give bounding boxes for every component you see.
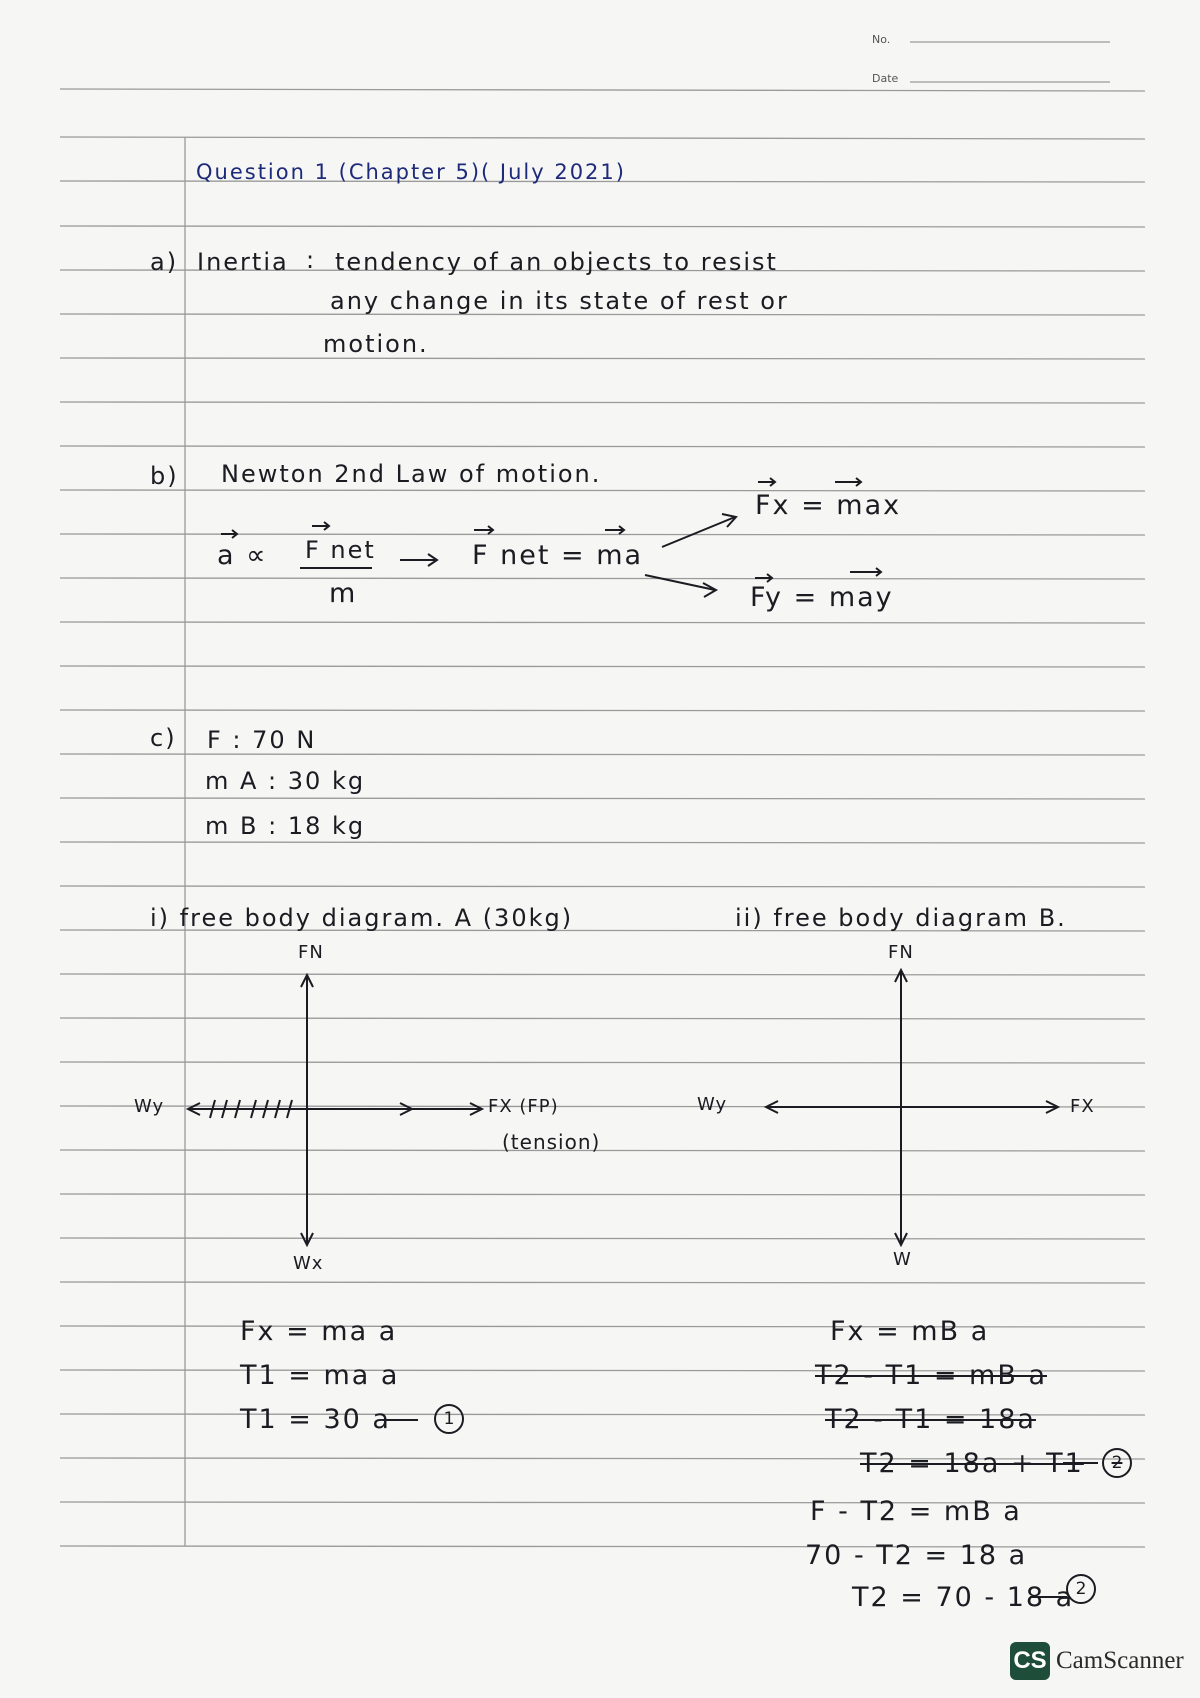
fbd-a-tension-note: (tension) — [502, 1130, 601, 1154]
eq-a-line3: T1 = 30 a — [240, 1404, 391, 1435]
date-label: Date — [872, 72, 899, 85]
fbd-a-normal-force: FN — [298, 942, 324, 963]
camscanner-watermark — [1010, 1642, 1184, 1680]
part-b-heading: Newton 2nd Law of motion. — [221, 460, 602, 488]
net-force-equation: F net = ma — [472, 540, 644, 571]
part-a-line2: any change in its state of rest or — [330, 287, 789, 315]
fbd-b-normal-force: FN — [888, 942, 914, 963]
fraction-numerator: F net — [305, 536, 376, 564]
fbd-b-applied-force: FX — [1070, 1096, 1095, 1117]
y-component-equation: Fy = may — [750, 582, 894, 613]
eq-b-struck2: T2 - T1 = 18a — [825, 1404, 1036, 1435]
x-component-equation: Fx = max — [755, 490, 902, 521]
eq-a-line1: Fx = ma a — [240, 1316, 398, 1347]
fraction-denominator: m — [329, 578, 358, 609]
part-a-line3: motion. — [323, 330, 429, 358]
part-c-label: c) — [150, 724, 177, 752]
number-label: No. — [872, 33, 891, 46]
eq-b-struck1: T2 - T1 = mB a — [815, 1360, 1047, 1391]
part-a-label: a) — [150, 248, 179, 276]
fbd-b-weight: W — [893, 1249, 912, 1270]
given-mass-a: m A : 30 kg — [205, 767, 366, 795]
fbd-b-caption: ii) free body diagram B. — [735, 904, 1067, 932]
eq-b-struck3: T2 = 18a + T1 — [860, 1448, 1084, 1479]
proportional-lhs: a ∝ — [217, 540, 268, 571]
eq-b-line1: Fx = mB a — [830, 1316, 990, 1347]
camscanner-logo: CS — [1010, 1642, 1050, 1680]
eq-b-line3: 70 - T2 = 18 a — [805, 1540, 1028, 1571]
given-force: F : 70 N — [207, 726, 317, 754]
eq-a-line2: T1 = ma a — [240, 1360, 400, 1391]
fbd-a-weight-y: Wy — [134, 1096, 165, 1117]
part-a-line1: tendency of an objects to resist — [335, 248, 778, 276]
given-mass-b: m B : 18 kg — [205, 812, 366, 840]
fbd-a-weight-x: Wx — [293, 1253, 324, 1274]
equation-marker-struck: 2 — [1102, 1448, 1132, 1478]
fbd-a-caption: i) free body diagram. A (30kg) — [150, 904, 574, 932]
eq-b-line4: T2 = 70 - 18 a — [852, 1582, 1075, 1613]
fbd-a-applied-force: FX (FP) — [488, 1096, 559, 1117]
fbd-b-weight-y: Wy — [697, 1094, 728, 1115]
camscanner-name: CamScanner — [1056, 1647, 1184, 1674]
part-a-separator: : — [306, 246, 317, 274]
part-b-label: b) — [150, 462, 179, 490]
eq-b-line2: F - T2 = mB a — [810, 1496, 1022, 1527]
equation-marker-1: 1 — [434, 1404, 464, 1434]
part-a-term: Inertia — [197, 248, 289, 276]
equation-marker-2: 2 — [1066, 1574, 1096, 1604]
question-title: Question 1 (Chapter 5)( July 2021) — [196, 160, 626, 184]
